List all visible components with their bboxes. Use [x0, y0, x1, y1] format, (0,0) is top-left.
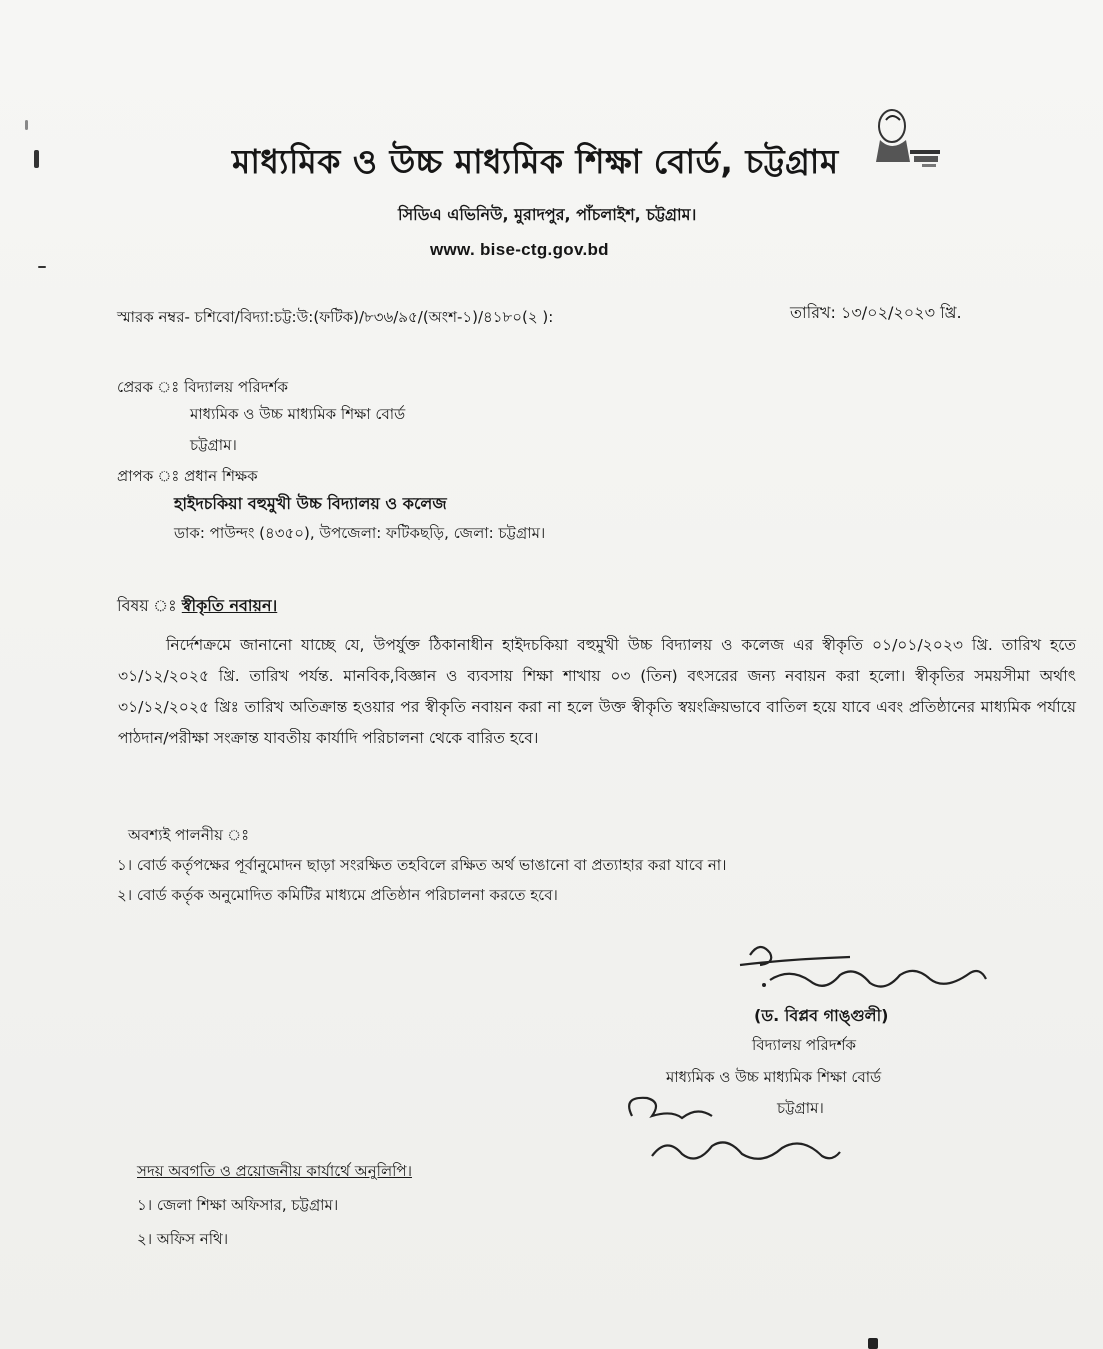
sender-line: মাধ্যমিক ও উচ্চ মাধ্যমিক শিক্ষা বোর্ড [190, 405, 406, 423]
sender-label: প্রেরক ঃ বিদ্যালয় পরিদর্শক [117, 378, 288, 396]
website-url: www. bise-ctg.gov.bd [430, 240, 609, 259]
scan-artifact [34, 150, 39, 168]
scan-artifact [868, 1338, 878, 1349]
must-follow-heading: অবশ্যই পালনীয় ঃ [128, 826, 250, 844]
signatory-designation: বিদ্যালয় পরিদর্শক [752, 1036, 856, 1054]
scan-artifact [38, 266, 46, 268]
signature-icon [730, 935, 1000, 1005]
copy-heading: সদয় অবগতি ও প্রয়োজনীয় কার্যার্থে অনুলিপি। [137, 1162, 412, 1180]
signatory-city: চট্টগ্রাম। [777, 1099, 824, 1117]
mujib-emblem-icon [862, 100, 952, 178]
sender-line: চট্টগ্রাম। [190, 436, 237, 454]
subject-label: বিষয় ঃ [117, 596, 177, 615]
memo-number: স্মারক নম্বর- চশিবো/বিদ্যা:চট্ট:উ:(ফটিক)/৮৩৬/৯৫/(অংশ-১)/৪১৮০(২ ): [117, 308, 554, 326]
signatory-name: (ড. বিপ্লব গাঙ্গুলী) [754, 1006, 889, 1025]
copy-item: ১। জেলা শিক্ষা অফিসার, চট্টগ্রাম। [137, 1196, 339, 1214]
body-paragraph: নির্দেশক্রমে জানানো যাচ্ছে যে, উপর্যুক্ত ঠিকানাধীন হাইদচকিয়া বহুমুখী উচ্চ বিদ্যালয় ও কলেজ এর স্বীকৃতি ০১/০১/২০২৩ খ্রি. তারিখ হতে ৩১/১২/২০২৫ খ্রি. তারিখ পর্যন্ত. মানবিক,বিজ্ঞান ও ব্যবসায় শিক্ষা শাখায় ০৩ (তিন) বৎসরের জন্য নবায়ন করা হলো। স্বীকৃতির সময়সীমা অর্থাৎ ৩১/১২/২০২৫ খ্রিঃ তারিখ অতিক্রান্ত হওয়ার পর স্বীকৃতি নবায়ন করা না হলে উক্ত স্বীকৃতি স্বয়ংক্রিয়ভাবে বাতিল হয়ে যাবে এবং প্রতিষ্ঠানের মাধ্যমিক পর্যায়ে পাঠদান/পরীক্ষা সংক্রান্ত যাবতীয় কার্যাদি পরিচালনা থেকে বারিত হবে। [118, 636, 1076, 747]
office-address: সিডিএ এভিনিউ, মুরাদপুর, পাঁচলাইশ, চট্টগ্রাম। [398, 205, 697, 224]
subject-line [117, 593, 277, 620]
receiver-label: প্রাপক ঃ প্রধান শিক্ষক [117, 467, 258, 485]
organization-title: মাধ্যমিক ও উচ্চ মাধ্যমিক শিক্ষা বোর্ড, চট্টগ্রাম [232, 142, 839, 181]
subject-text: স্বীকৃতি নবায়ন। [181, 596, 278, 615]
scan-artifact [25, 120, 28, 130]
receiver-institution: হাইদচকিয়া বহুমুখী উচ্চ বিদ্যালয় ও কলেজ [174, 494, 447, 513]
copy-item: ২। অফিস নথি। [137, 1230, 229, 1248]
memo-date: তারিখ: ১৩/০২/২০২৩ খ্রি. [790, 303, 962, 322]
must-follow-item: ১। বোর্ড কর্তৃপক্ষের পূর্বানুমোদন ছাড়া সংরক্ষিত তহবিলে রক্ষিত অর্থ ভাঙানো বা প্রত্যাহার করা যাবে না। [117, 856, 727, 874]
signatory-board: মাধ্যমিক ও উচ্চ মাধ্যমিক শিক্ষা বোর্ড [666, 1068, 882, 1086]
receiver-address: ডাক: পাউন্দং (৪৩৫০), উপজেলা: ফটিকছড়ি, জেলা: চট্টগ্রাম। [174, 524, 546, 542]
must-follow-item: ২। বোর্ড কর্তৃক অনুমোদিত কমিটির মাধ্যমে প্রতিষ্ঠান পরিচালনা করতে হবে। [117, 886, 558, 904]
handwritten-initials-icon [612, 1086, 852, 1176]
